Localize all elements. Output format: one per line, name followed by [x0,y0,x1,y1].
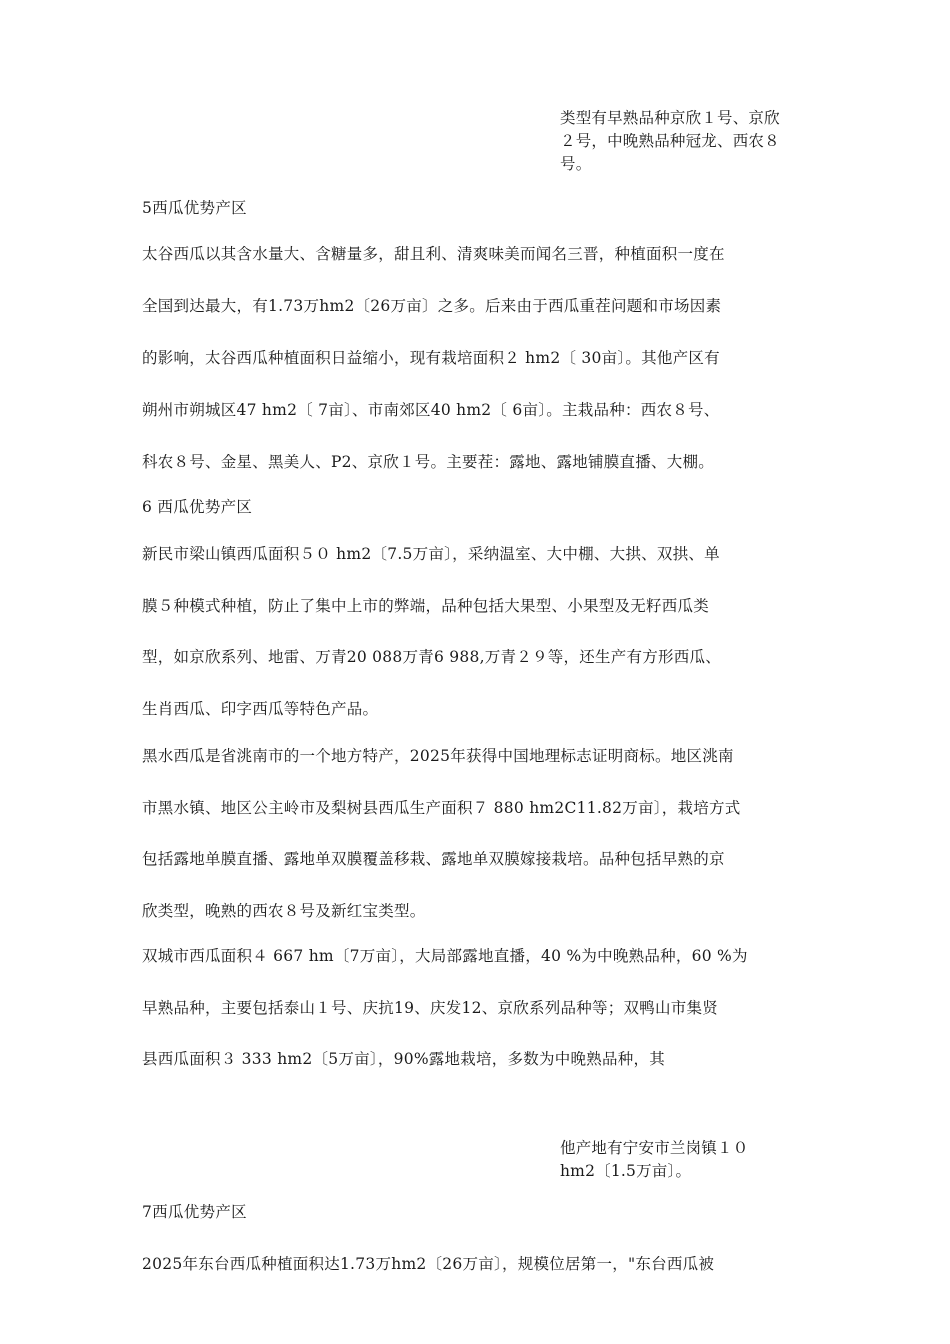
text-line: 市黑水镇、地区公主岭市及梨树县西瓜生产面积７ 880 hm2C11.82万亩〕，栽培方式 [142,798,741,817]
section-heading-6: 6 西瓜优势产区 [142,498,253,516]
side-note-mid: 他产地有宁安市兰岗镇１０ hm2〔1.5万亩〕。 [560,1139,749,1180]
text-line: 欣类型，晚熟的西农８号及新红宝类型。 [142,901,426,920]
text-line: 膜５种模式种植，防止了集中上市的弊端，品种包括大果型、小果型及无籽西瓜类 [142,596,710,615]
text-line: 的影响，太谷西瓜种植面积日益缩小，现有栽培面积２ hm2〔 30亩〕。其他产区有 [142,349,720,367]
text-line: 太谷西瓜以其含水量大、含糖量多，甜且利、清爽味美而闻名三晋，种植面积一度在 [142,245,725,263]
text-line: 黑水西瓜是省洮南市的一个地方特产，2025年获得中国地理标志证明商标。地区洮南 [142,747,734,765]
paragraph-dongtai [142,1253,822,1305]
section-heading-7: 7西瓜优势产区 [142,1203,247,1221]
text-line: 科农８号、金星、黑美人、P2、京欣１号。主要茬：露地、露地铺膜直播、大棚。 [142,453,715,471]
paragraph-taigu [142,243,822,503]
text-line: 型，如京欣系列、地雷、万青20 088万青6 988,万青２９等，还生产有方形西瓜、 [142,648,722,666]
text-line: 县西瓜面积３ 333 hm2〔5万亩〕，90%露地栽培，多数为中晚熟品种，其 [142,1050,666,1068]
text-line: 早熟品种，主要包括泰山１号、庆抗19、庆发12、京欣系列品种等；双鸭山市集贤 [142,998,718,1017]
text-line: 新民市梁山镇西瓜面积５０ hm2〔7.5万亩〕，采纳温室、大中棚、大拱、双拱、单 [142,545,720,563]
side-note-top: 类型有早熟品种京欣１号、京欣 ２号，中晚熟品种冠龙、西农８ 号。 [560,109,780,173]
section-heading-5: 5西瓜优势产区 [142,199,247,217]
paragraph-shuangcheng [142,945,822,1100]
text-line: 2025年东台西瓜种植面积达1.73万hm2〔26万亩〕，规模位居第一，"东台西瓜被 [142,1255,715,1273]
paragraph-heishui [142,745,822,951]
text-line: 朔州市朔城区47 hm2〔 7亩〕、市南郊区40 hm2〔 6亩〕。主栽品种：西农８号、 [142,401,720,419]
text-line: 全国到达最大，有1.73万hm2〔26万亩〕之多。后来由于西瓜重茬问题和市场因素 [142,297,722,315]
text-line: 包括露地单膜直播、露地单双膜覆盖移栽、露地单双膜嫁接栽培。品种包括早熟的京 [142,850,725,868]
text-line: 生肖西瓜、印字西瓜等特色产品。 [142,699,379,718]
text-line: 双城市西瓜面积４ 667 hm〔7万亩〕，大局部露地直播，40 %为中晚熟品种，60 %为 [142,947,748,965]
paragraph-xinmin [142,543,822,749]
